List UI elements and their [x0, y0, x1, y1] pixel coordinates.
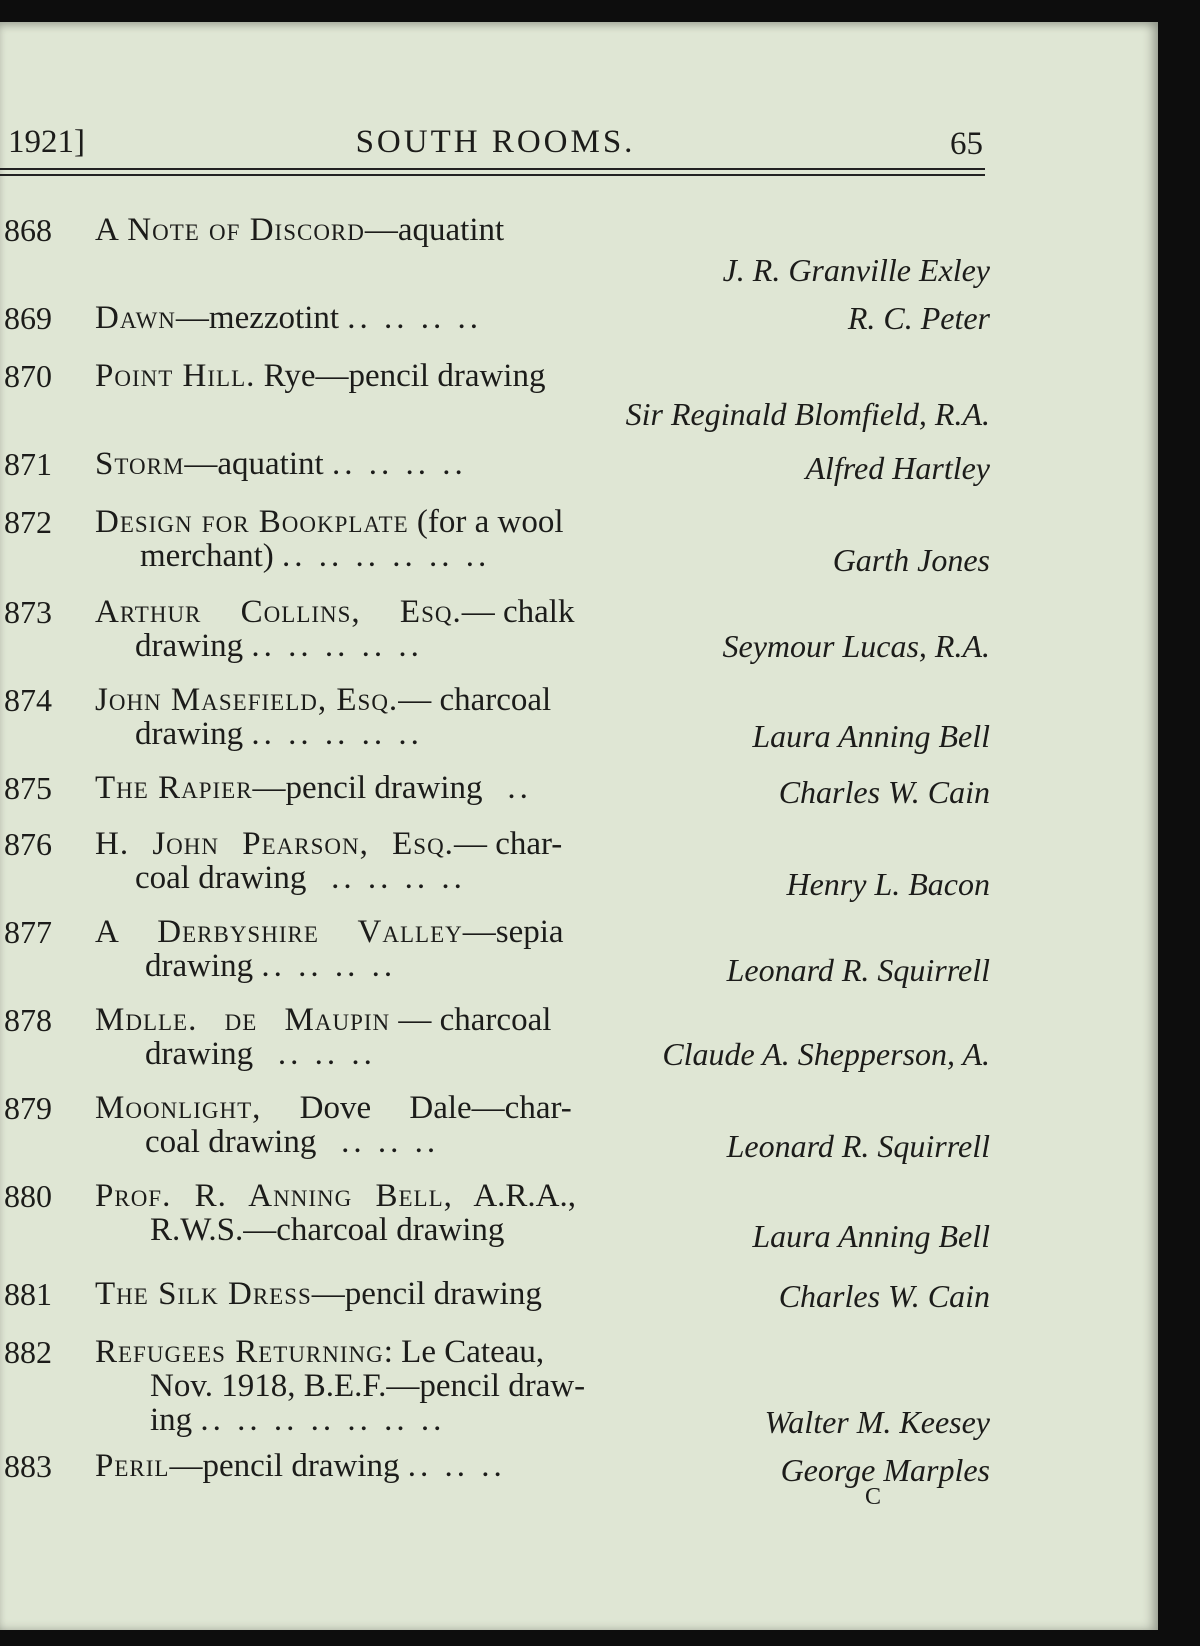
- entry-title: Peril: [95, 1448, 170, 1484]
- catalogue-entry: [0, 1090, 990, 1170]
- entry-line: [95, 682, 551, 719]
- catalogue-entry: [0, 504, 990, 586]
- header-title: SOUTH ROOMS.: [355, 124, 636, 160]
- entry-artist: George Marples: [780, 1452, 990, 1488]
- catalogue-entry: [0, 212, 990, 292]
- artist-name: Seymour Lucas, R.A.: [722, 628, 990, 664]
- entry-title: Dawn: [95, 300, 176, 336]
- entry-title: Design for Bookplate: [95, 504, 409, 540]
- page-number: 65: [950, 126, 983, 162]
- catalogue-entry: [0, 1002, 990, 1082]
- entry-artist: Leonard R. Squirrell: [726, 952, 990, 988]
- entry-continuation: coal drawing: [135, 860, 307, 896]
- entry-medium: —sepia: [462, 914, 564, 950]
- entry-artist: Laura Anning Bell: [752, 718, 990, 754]
- header-year: 1921]: [8, 124, 85, 160]
- entry-number: 868: [4, 212, 52, 248]
- catalogue-entry: [0, 682, 990, 762]
- leader-dots: .. .. ..: [407, 1448, 506, 1484]
- entry-artist: Walter M. Keesey: [764, 1404, 990, 1440]
- entry-number: 875: [4, 770, 52, 806]
- catalogue-entry: [0, 594, 990, 674]
- entry-continuation: ing: [150, 1402, 193, 1438]
- entry-medium: —aquatint: [184, 446, 324, 482]
- leader-dots: .. .. .. .. ..: [251, 628, 423, 664]
- entry-medium: Rye—pencil drawing: [263, 358, 546, 394]
- catalogue-entry: [0, 300, 990, 350]
- entry-number: 877: [4, 914, 52, 950]
- entry-line-2: [140, 538, 490, 575]
- entry-line-2: [145, 1036, 376, 1073]
- entry-artist: [626, 396, 990, 433]
- entry-title: A Derbyshire Valley: [95, 914, 463, 950]
- entry-medium: —pencil drawing: [311, 1276, 542, 1312]
- entry-artist: Charles W. Cain: [778, 774, 990, 810]
- entry-line: [95, 1090, 572, 1127]
- entry-artist: Alfred Hartley: [805, 450, 990, 486]
- entry-medium: —pencil drawing: [252, 770, 483, 806]
- entry-line: [95, 212, 504, 249]
- entry-title: Arthur Collins, Esq.: [95, 594, 462, 630]
- entry-artist: Charles W. Cain: [778, 1278, 990, 1314]
- entry-medium: Dove Dale—char-: [299, 1090, 572, 1126]
- entry-medium: — charcoal: [398, 682, 552, 718]
- artist-name: Claude A. Shepperson, A.: [662, 1036, 990, 1072]
- entry-continuation: coal drawing: [145, 1124, 317, 1160]
- entry-line-2: [135, 860, 466, 897]
- entry-medium: — chalk: [461, 594, 575, 630]
- entry-medium: — charcoal: [390, 1002, 552, 1038]
- entry-line: [95, 594, 574, 631]
- leader-dots: .. .. .. .. .. ..: [282, 538, 491, 574]
- entry-line: [95, 358, 545, 395]
- entry-title: The Rapier: [95, 770, 253, 806]
- entry-artist: Leonard R. Squirrell: [726, 1128, 990, 1164]
- leader-dots: .. .. .. ..: [261, 948, 397, 984]
- entry-title: A Note of Discord: [95, 212, 365, 248]
- entry-line: [95, 446, 467, 483]
- entry-title: Prof. R. Anning Bell,: [95, 1178, 453, 1214]
- entry-artist: [722, 628, 990, 665]
- entry-line-2: [135, 716, 423, 753]
- entry-artist: Laura Anning Bell: [752, 1218, 990, 1254]
- catalogue-entry: [0, 1448, 990, 1498]
- entry-number: 882: [4, 1334, 52, 1370]
- leader-dots: .. .. .. ..: [347, 300, 483, 336]
- leader-dots: .. .. .. .. ..: [251, 716, 423, 752]
- entry-continuation: drawing: [135, 716, 244, 752]
- entry-number: 874: [4, 682, 52, 718]
- leader-dots: .. .. ..: [277, 1036, 376, 1072]
- entry-continuation: drawing: [145, 948, 254, 984]
- entry-title: Point Hill.: [95, 358, 256, 394]
- leader-dots: .. .. .. ..: [331, 446, 467, 482]
- entry-title: Mdlle. de Maupin: [95, 1002, 391, 1038]
- entry-medium: —aquatint: [364, 212, 505, 248]
- leader-dots: .. .. .. ..: [331, 860, 466, 896]
- entry-continuation: drawing: [135, 628, 244, 664]
- entry-title: Refugees Returning: [95, 1334, 384, 1370]
- leader-dots: ..: [507, 770, 532, 806]
- entry-line-2: [145, 1124, 439, 1161]
- entry-number: 871: [4, 446, 52, 482]
- entry-line: [95, 914, 564, 951]
- catalogue-entry: [0, 446, 990, 496]
- leader-dots: .. .. .. .. .. .. ..: [200, 1402, 446, 1438]
- entry-number: 883: [4, 1448, 52, 1484]
- catalogue-entry: [0, 1178, 990, 1258]
- entry-line-2: Nov. 1918, B.E.F.—pencil draw-: [150, 1368, 586, 1404]
- entry-line: [95, 300, 482, 337]
- entry-artist: J. R. Granville Exley: [722, 252, 990, 288]
- catalogue-entry: [0, 826, 990, 906]
- entry-number: 869: [4, 300, 52, 336]
- entry-title: H. John Pearson, Esq.: [95, 826, 454, 862]
- catalogue-entries: [0, 22, 1000, 1630]
- entry-line-2: [135, 628, 423, 665]
- entry-medium: : Le Cateau,: [383, 1334, 545, 1370]
- entry-line-2: R.W.S.—charcoal drawing: [150, 1212, 505, 1248]
- entry-line: [95, 770, 532, 807]
- entry-number: 872: [4, 504, 52, 540]
- entry-artist: Garth Jones: [832, 542, 990, 578]
- entry-line-3: [150, 1402, 445, 1439]
- entry-medium: (for a wool: [416, 504, 564, 540]
- catalogue-entry: [0, 914, 990, 994]
- catalogue-entry: [0, 770, 990, 820]
- catalogue-entry: [0, 1276, 990, 1326]
- entry-number: 870: [4, 358, 52, 394]
- entry-line: [95, 1002, 551, 1039]
- entry-medium: —mezzotint: [175, 300, 340, 336]
- signature-mark: C: [865, 1484, 882, 1510]
- entry-line: [95, 1448, 506, 1485]
- entry-medium: —pencil drawing: [169, 1448, 400, 1484]
- entry-number: 878: [4, 1002, 52, 1038]
- entry-medium: — char-: [453, 826, 563, 862]
- artist-name: Sir Reginald Blomfield, R.A.: [625, 396, 990, 432]
- entry-line: [95, 1178, 576, 1215]
- entry-line: [95, 504, 564, 541]
- entry-artist: R. C. Peter: [847, 300, 990, 336]
- entry-number: 881: [4, 1276, 52, 1312]
- entry-line-2: [145, 948, 396, 985]
- entry-line: [95, 826, 562, 863]
- catalogue-entry: [0, 1334, 990, 1454]
- entry-continuation: merchant): [140, 538, 274, 574]
- entry-artist: [662, 1036, 990, 1073]
- entry-title: The Silk Dress: [95, 1276, 312, 1312]
- catalogue-page: [0, 22, 1158, 1630]
- entry-title: John Masefield, Esq.: [95, 682, 399, 718]
- entry-number: 876: [4, 826, 52, 862]
- entry-number: 880: [4, 1178, 52, 1214]
- entry-line: [95, 1276, 542, 1313]
- entry-line: [95, 1334, 544, 1371]
- leader-dots: .. .. ..: [341, 1124, 440, 1160]
- entry-number: 879: [4, 1090, 52, 1126]
- entry-medium: A.R.A.,: [473, 1178, 576, 1214]
- entry-title: Storm: [95, 446, 185, 482]
- entry-title: Moonlight,: [95, 1090, 262, 1126]
- entry-artist: Henry L. Bacon: [786, 866, 990, 902]
- entry-continuation: drawing: [145, 1036, 254, 1072]
- entry-number: 873: [4, 594, 52, 630]
- catalogue-entry: [0, 358, 990, 438]
